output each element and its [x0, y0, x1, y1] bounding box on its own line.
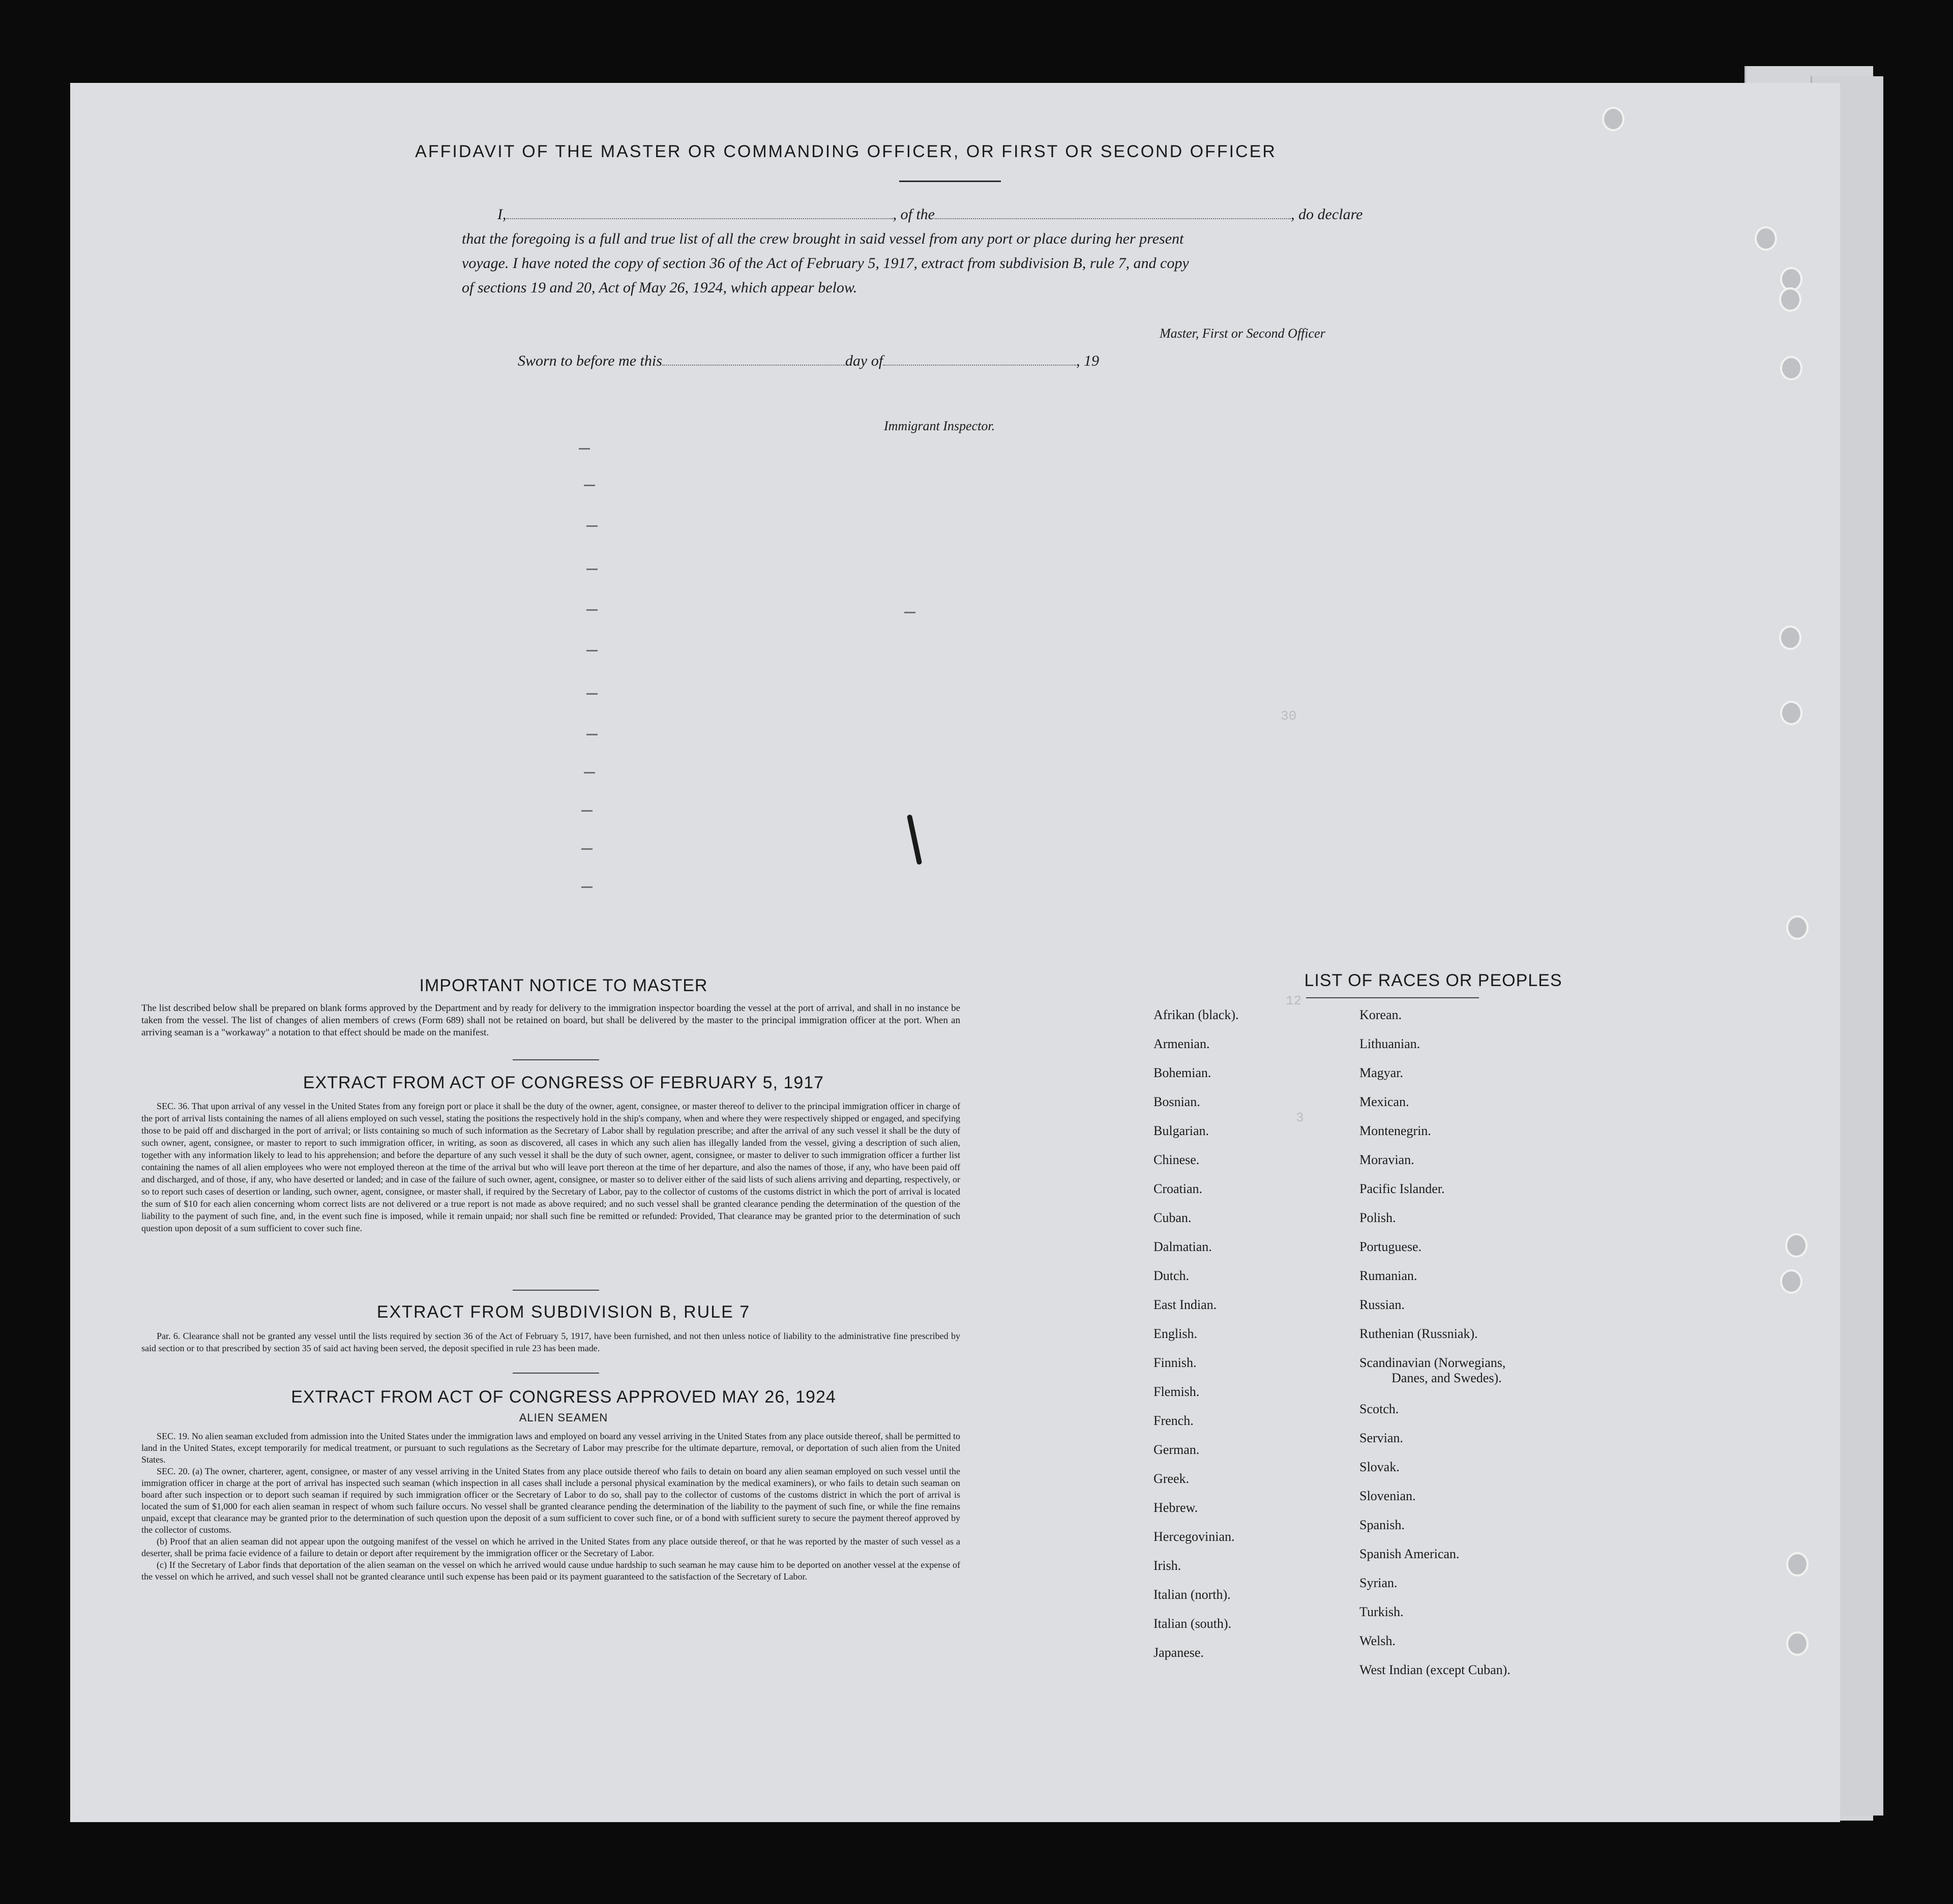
binder-hole	[1786, 1631, 1809, 1656]
bleed-mark	[904, 612, 915, 613]
race-item: English.	[1153, 1326, 1197, 1341]
race-item: Cuban.	[1153, 1210, 1192, 1225]
race-item: West Indian (except Cuban).	[1359, 1662, 1511, 1677]
race-item: Portuguese.	[1359, 1239, 1422, 1254]
binder-hole	[1779, 287, 1801, 312]
sworn-line	[518, 352, 1099, 370]
binder-hole	[1780, 701, 1802, 725]
affidavit-declare: , do declare	[1291, 206, 1363, 223]
race-item: Chinese.	[1153, 1152, 1200, 1167]
race-item: Korean.	[1359, 1007, 1402, 1022]
affidavit-line-2: that the foregoing is a full and true list of all the crew brought in said vessel from any port or place during her present	[462, 230, 1184, 247]
bleed-mark: 3	[1296, 1110, 1304, 1125]
races-title-rule	[1306, 997, 1479, 998]
race-item: Danes, and Swedes).	[1392, 1371, 1502, 1385]
race-item: Finnish.	[1153, 1355, 1197, 1370]
race-item: Afrikan (black).	[1153, 1007, 1239, 1022]
affidavit-declaration	[462, 202, 1413, 300]
affidavit-line-3: voyage. I have noted the copy of section 36 of the Act of February 5, 1917, extract from subdivision B, rule 7, and copy	[462, 255, 1189, 272]
race-item: Rumanian.	[1359, 1268, 1417, 1283]
binder-hole	[1785, 1233, 1808, 1258]
race-item: Irish.	[1153, 1558, 1181, 1573]
race-item: Spanish American.	[1359, 1546, 1460, 1561]
race-item: Servian.	[1359, 1431, 1403, 1445]
race-item: Hebrew.	[1153, 1500, 1198, 1515]
race-item: French.	[1153, 1413, 1194, 1428]
race-item: Pacific Islander.	[1359, 1181, 1445, 1196]
binder-hole	[1779, 626, 1801, 650]
notice-text: The list described below shall be prepared on blank forms approved by the Department and by ready for delivery to the immigration inspector boarding the vessel at the port of arrival, and shall in no instance be taken from the vessel. The list of changes of alien members of crews (Form 689) shall not be retained on board, but shall be delivered by the master to the principal immigration officer at the port. When an arriving seaman is a "workaway" a notation to that effect should be made on the manifest.	[141, 1003, 960, 1038]
race-item: Dalmatian.	[1153, 1239, 1212, 1254]
bleed-mark	[586, 650, 598, 651]
extract-1917-title: EXTRACT FROM ACT OF CONGRESS OF FEBRUARY 5, 1917	[303, 1073, 824, 1092]
sec-20c-text: (c) If the Secretary of Labor finds that deportation of the alien seaman on the vessel on which he arrived would cause undue hardship to such seaman he may cause him to be deported on another vessel at the expense of the vessel on which he arrived, and such vessel shall not be granted clearance until such expense has been paid or its payment guaranteed to the satisfaction of the Secretary of Labor.	[141, 1560, 960, 1582]
race-item: Greek.	[1153, 1471, 1190, 1486]
race-item: Mexican.	[1359, 1094, 1409, 1109]
section-divider	[513, 1373, 599, 1374]
binder-hole	[1755, 226, 1777, 251]
extract-1924-sections	[141, 1431, 960, 1583]
sworn-day-field[interactable]	[662, 364, 845, 366]
bleed-mark	[581, 886, 593, 888]
race-item: Croatian.	[1153, 1181, 1203, 1196]
race-item: Japanese.	[1153, 1645, 1204, 1660]
race-item: Scandinavian (Norwegians,	[1359, 1355, 1506, 1370]
bleed-mark: 12	[1286, 993, 1302, 1008]
bleed-mark	[586, 734, 598, 735]
affidavit-i: I,	[497, 206, 507, 223]
bleed-mark	[586, 693, 598, 695]
bleed-mark	[584, 772, 595, 774]
race-item: Polish.	[1359, 1210, 1396, 1225]
bleed-mark	[581, 848, 593, 850]
bleed-mark	[586, 609, 598, 611]
bleed-mark	[586, 525, 598, 527]
binder-hole	[1780, 1269, 1802, 1294]
section-divider	[513, 1059, 599, 1060]
race-item: Bohemian.	[1153, 1065, 1211, 1080]
sworn-month-field[interactable]	[883, 364, 1076, 366]
race-item: Welsh.	[1359, 1633, 1396, 1648]
sec-20b-text: (b) Proof that an alien seaman did not appear upon the outgoing manifest of the vessel on which he arrived in the United States from any place outside thereof, or that he was reported by the master of such vessel as a deserter, shall be prima facie evidence of a failure to detain or deport after requirement by the immigration officer or the Secretary of Labor.	[141, 1536, 960, 1558]
race-item: Slovak.	[1359, 1460, 1400, 1474]
immigrant-inspector-label: Immigrant Inspector.	[884, 419, 995, 433]
binder-hole	[1786, 1552, 1809, 1576]
bleed-mark: 30	[1281, 708, 1297, 724]
race-item: Spanish.	[1359, 1518, 1405, 1532]
extract-1917-text: SEC. 36. That upon arrival of any vessel in the United States from any foreign port or place it shall be the duty of the owner, agent, consignee, or master thereof to deliver to the principal immigration officer in charge of the port of arrival lists containing the names of all aliens employed on such vessel, stating the positions the respectively hold in the ship's company, when and where they were respectively shipped or engaged, and specifying those to be paid off and discharged in the port of arrival; or lists containing so much of such information as the Secretary of Labor shall by regulation prescribe; and after the arrival of any such vessel it shall be the duty of such owner, agent, consignee, or master to report to such immigration officer, in writing, as soon as discovered, all cases in which any such alien has illegally landed from the vessel, giving a description of such alien, together with any information likely to lead to his apprehension; and before the departure of any such vessel it shall be the duty of such owner, agent, consignee, or master to deliver to such immigration officer a further list containing the names of all alien employees who were not employed thereon at the time of the arrival but who will leave port thereon at the time of her departure, and also the names of those, if any, who have been paid off and discharged, and of those, if any, who have deserted or landed; and in case of the failure of such owner, agent, consignee, or master so to deliver either of the said lists of such aliens arriving and departing, respectively, or so to report such cases of desertion or landing, such owner, agent, consignee, or master shall, if required by the Secretary of Labor, pay to the collector of customs of the customs district in which the port of arrival is located the sum of $10 for each alien concerning whom correct lists are not delivered or a true report is not made as above required; and no such vessel shall be granted clearance pending the determination of the question of the liability to the payment of such fine, and, in the event such fine is imposed, while it remain unpaid; nor shall such fine be remitted or refunded: Provided, That clearance may be granted prior to the determination of such question upon deposit of a sum sufficient to cover such fine.	[141, 1101, 960, 1233]
affidavit-of-the: , of the	[893, 206, 935, 223]
affidavit-title: AFFIDAVIT OF THE MASTER OR COMMANDING OFFICER, OR FIRST OR SECOND OFFICER	[415, 142, 1277, 161]
race-item: Lithuanian.	[1359, 1036, 1421, 1051]
bleed-mark	[586, 569, 598, 570]
race-item: Syrian.	[1359, 1575, 1398, 1590]
extract-rule7-title: EXTRACT FROM SUBDIVISION B, RULE 7	[376, 1302, 751, 1322]
race-item: Ruthenian (Russniak).	[1359, 1326, 1478, 1341]
bleed-mark	[584, 485, 595, 486]
form-page	[70, 83, 1840, 1822]
year-label: , 19	[1076, 352, 1100, 369]
sec-19-text: SEC. 19. No alien seaman excluded from admission into the United States under the immigration laws and employed on board any vessel arriving in the United States from any place outside thereof, shall be permitted to land in the United States, except temporarily for medical treatment, or pursuant to such regulations as the Secretary of Labor may prescribe for the ultimate departure, removal, or deportation of such alien from the United States.	[141, 1431, 960, 1465]
name-field[interactable]	[507, 218, 893, 219]
race-item: Italian (south).	[1153, 1616, 1232, 1631]
affidavit-line-4: of sections 19 and 20, Act of May 26, 1924, which appear below.	[462, 279, 857, 296]
affidavit-title-rule	[899, 181, 1001, 182]
binder-hole	[1780, 356, 1802, 380]
race-item: Dutch.	[1153, 1268, 1190, 1283]
sworn-label: Sworn to before me this	[518, 352, 662, 369]
race-item: Bulgarian.	[1153, 1123, 1209, 1138]
binder-hole	[1602, 107, 1624, 131]
race-item: Armenian.	[1153, 1036, 1210, 1051]
race-item: Scotch.	[1359, 1402, 1399, 1416]
race-item: Slovenian.	[1359, 1489, 1416, 1503]
extract-rule7-text: Par. 6. Clearance shall not be granted any vessel until the lists required by section 36 of the Act of February 5, 1917, have been furnished, and not then unless notice of liability to the administrative fine prescribed by said section or to that prescribed by section 35 of said act having been served, the deposit specified in rule 23 has been made.	[141, 1331, 960, 1353]
ink-stroke-mark	[907, 814, 923, 865]
day-of-label: day of	[845, 352, 883, 369]
race-item: Italian (north).	[1153, 1587, 1231, 1602]
race-item: Montenegrin.	[1359, 1123, 1431, 1138]
sec-20a-text: SEC. 20. (a) The owner, charterer, agent, consignee, or master of any vessel arriving in the United States from any place outside thereof who fails to detain on board any alien seaman employed on such vessel until the immigration officer in charge at the port of arrival has inspected such seaman (which inspection in all cases shall include a personal physical examination by the medical examiners), or who fails to detain such seaman on board after such inspection or to deport such seaman if required by such immigration officer or the Secretary of Labor to do so, shall pay to the collector of customs of the customs district in which the port of arrival is located the sum of $1,000 for each alien seaman in respect of whom such failure occurs. No vessel shall be granted clearance pending the determination of the liability to the payment of such fine, or while the fine remains unpaid, except that clearance may be granted prior to the determination of such question upon the deposit of a sum sufficient to cover such fine, or of a bond with sufficient surety to secure the payment thereof approved by the collector of customs.	[141, 1466, 960, 1535]
officer-signature-label: Master, First or Second Officer	[1160, 326, 1325, 341]
race-item: Moravian.	[1359, 1152, 1414, 1167]
notice-title: IMPORTANT NOTICE TO MASTER	[419, 976, 708, 995]
race-item: Russian.	[1359, 1297, 1405, 1312]
races-title: LIST OF RACES OR PEOPLES	[1304, 971, 1562, 990]
race-item: Magyar.	[1359, 1065, 1403, 1080]
extract-1924-subtitle: ALIEN SEAMEN	[519, 1411, 608, 1424]
race-item: Flemish.	[1153, 1384, 1200, 1399]
binder-hole	[1786, 915, 1809, 940]
section-divider	[513, 1290, 599, 1291]
race-item: Hercegovinian.	[1153, 1529, 1235, 1544]
vessel-field[interactable]	[935, 218, 1291, 219]
bleed-mark	[579, 448, 590, 450]
race-item: Turkish.	[1359, 1604, 1404, 1619]
bleed-mark	[581, 810, 593, 812]
race-item: East Indian.	[1153, 1297, 1217, 1312]
race-item: German.	[1153, 1442, 1200, 1457]
race-item: Bosnian.	[1153, 1094, 1200, 1109]
extract-1924-title: EXTRACT FROM ACT OF CONGRESS APPROVED MAY 26, 1924	[291, 1387, 836, 1407]
